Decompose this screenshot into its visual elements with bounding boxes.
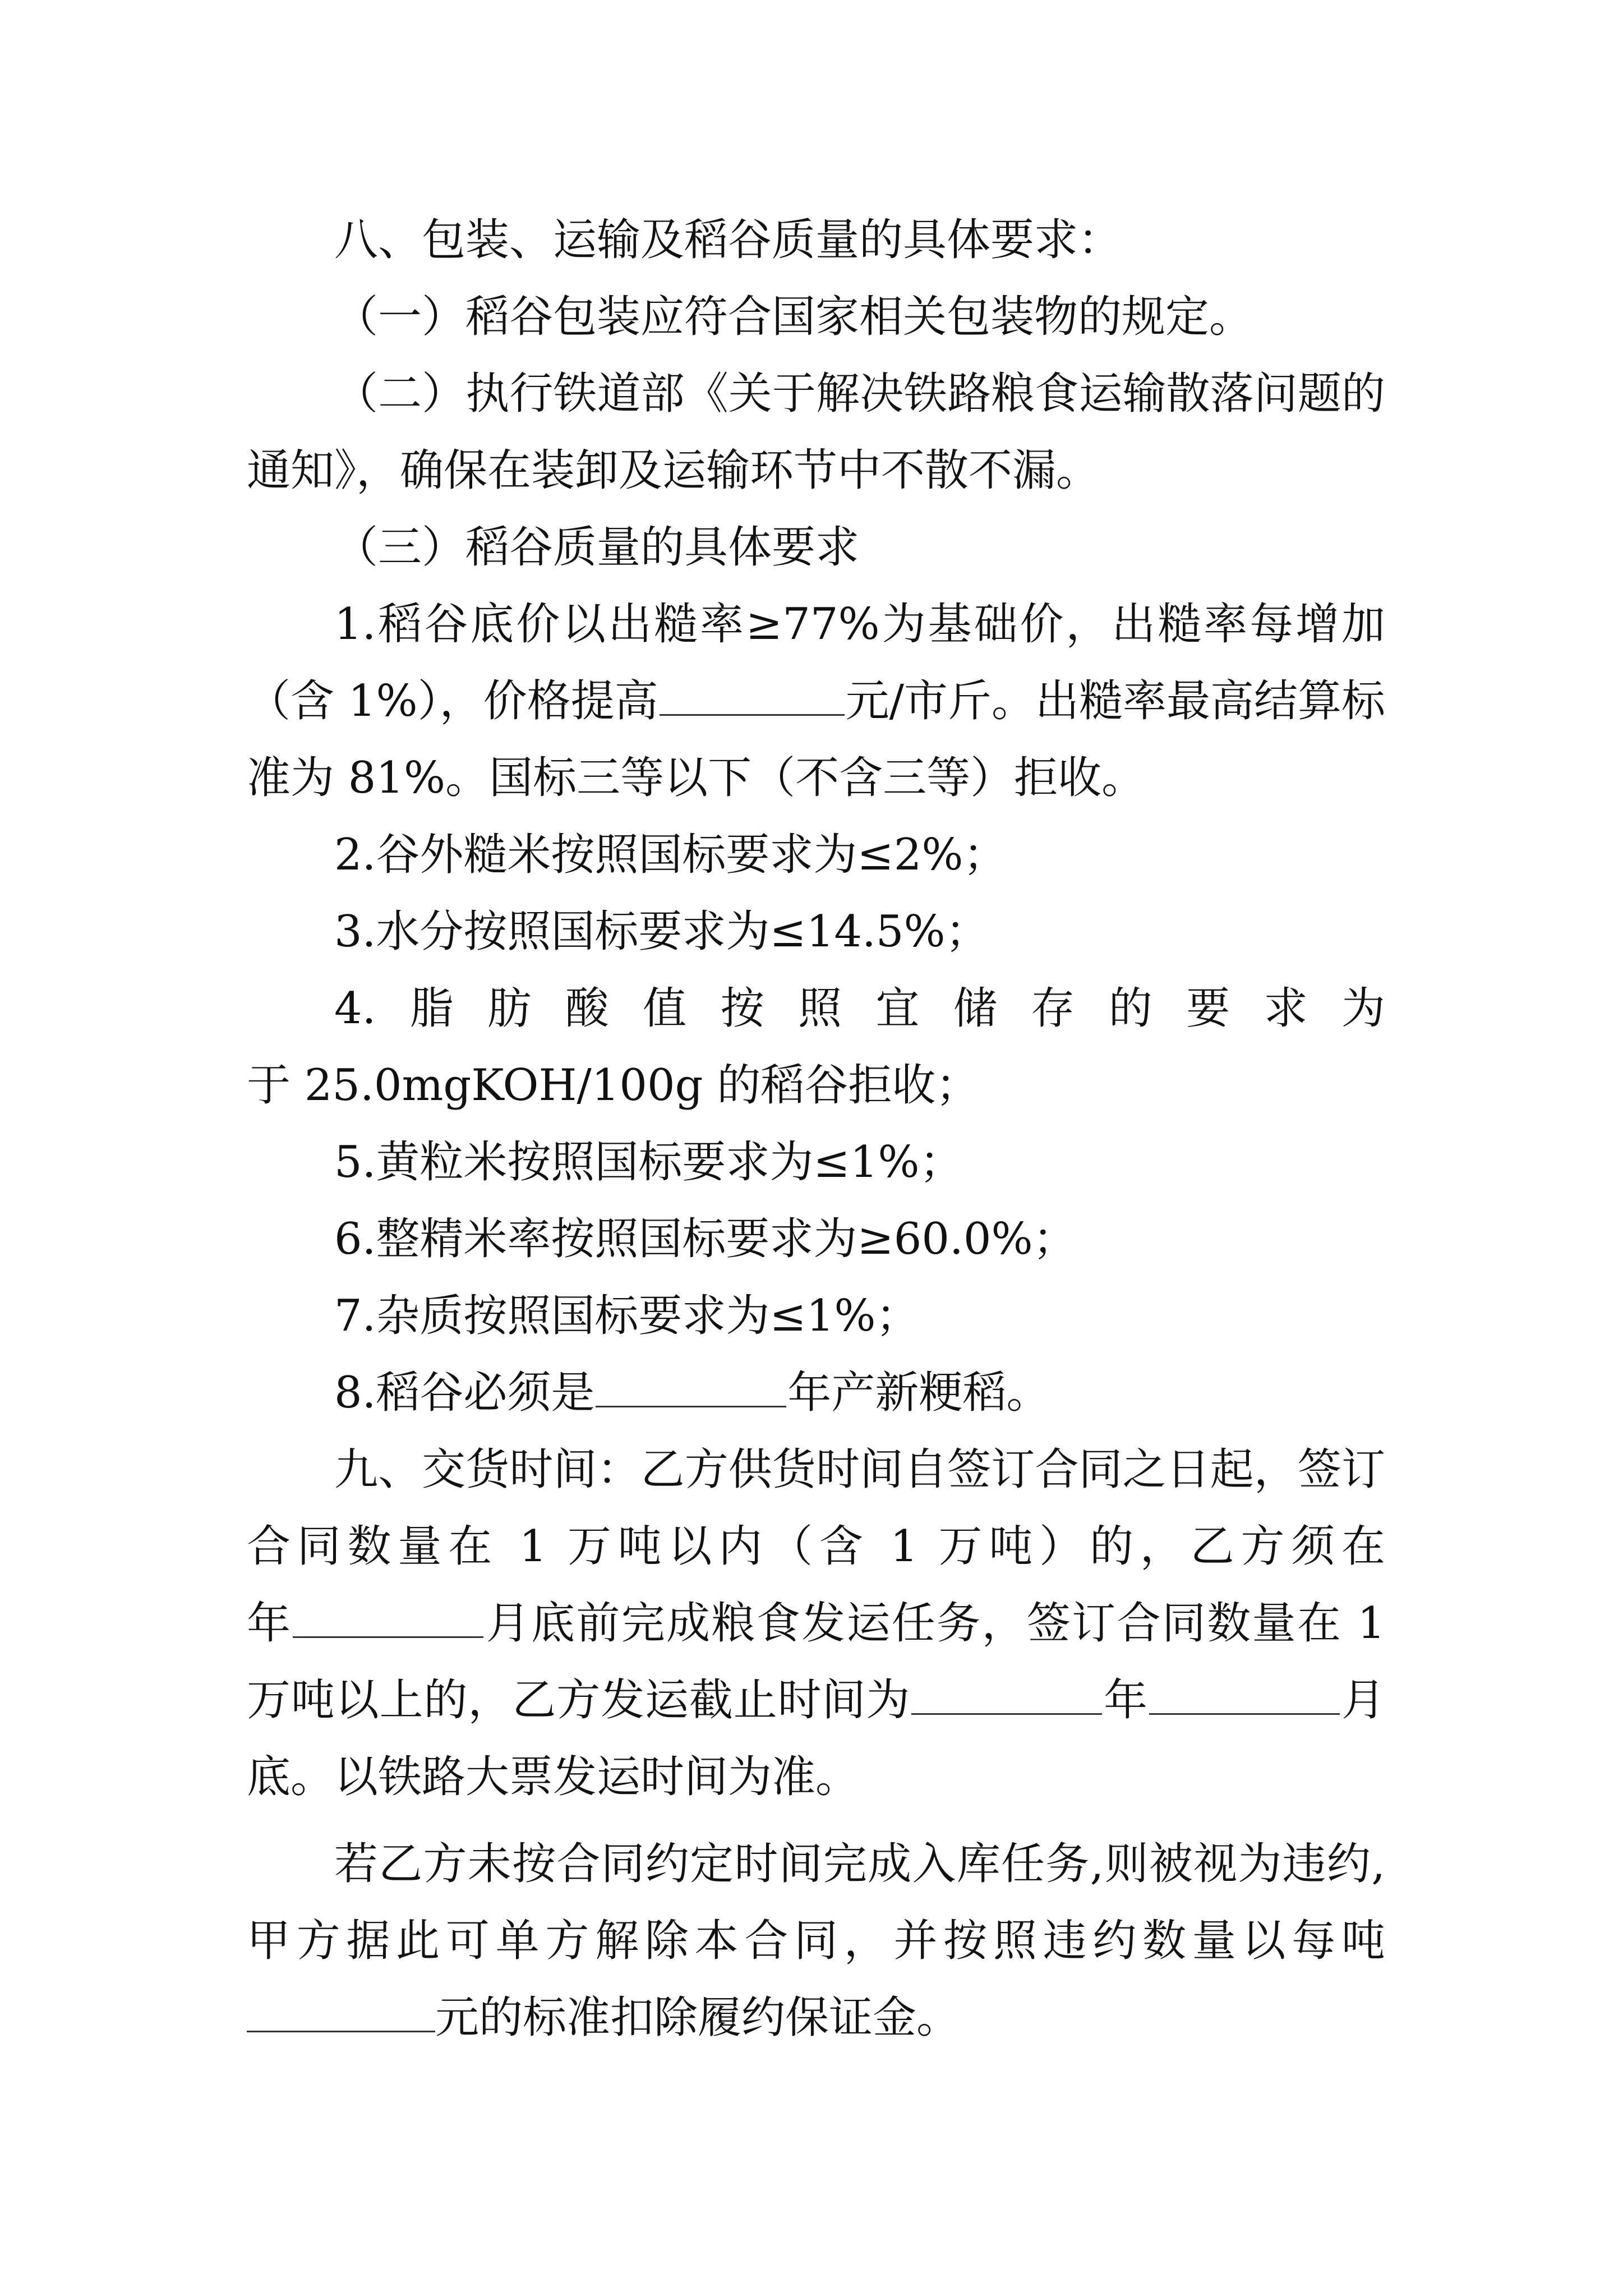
requirement-1-line-1 (247, 586, 1385, 663)
req-6-text: 6.整精米率按照国标要求为≥60.0%； (334, 1214, 1077, 1264)
breach-text-a: 若乙方未按合同约定时间完成入库任务,则被视为违约, (334, 1839, 1385, 1889)
penalty-amount-blank[interactable] (247, 1987, 435, 2032)
requirement-1-line-2 (247, 663, 1385, 740)
requirement-3 (247, 894, 1385, 970)
paragraph-8-2-line-2 (247, 432, 1385, 509)
crop-year-blank[interactable] (596, 1362, 786, 1407)
req-8-text-pre: 8.稻谷必须是 (334, 1368, 595, 1418)
requirement-8 (247, 1355, 1385, 1432)
breach-text-b: 甲方据此可单方解除本合同，并按照违约数量以每吨 (247, 1916, 1385, 1966)
req-1-text-a: 1.稻谷底价以出糙率≥77%为基础价，出糙率每增加 (334, 599, 1385, 650)
paragraph-8-1 (247, 279, 1385, 356)
section-9-line-3 (247, 1585, 1385, 1662)
req-1-text-b-pre: （含 1%），价格提高 (247, 676, 658, 726)
section-9-text-c-post: 月底前完成粮食发运任务，签订合同数量在 1 (485, 1598, 1385, 1649)
requirement-5 (247, 1124, 1385, 1201)
item-8-2-text-b: 通知》，确保在装卸及运输环节中不散不漏。 (247, 445, 1100, 496)
section-9-line-5 (247, 1739, 1385, 1816)
req-1-text-b-post: 元/市斤。出糙率最高结算标 (845, 676, 1385, 726)
breach-line-3 (247, 1980, 1385, 2056)
deadline-year-blank-2[interactable] (911, 1669, 1102, 1715)
requirement-7 (247, 1278, 1385, 1355)
item-8-3-text: （三）稻谷质量的具体要求 (334, 522, 860, 573)
section-9-line-4 (247, 1662, 1385, 1739)
requirement-4-line-1 (247, 970, 1385, 1047)
requirement-1-line-3 (247, 740, 1385, 817)
section-9-text-e: 底。以铁路大票发运时间为准。 (247, 1752, 860, 1802)
item-8-2-text-a: （二）执行铁道部《关于解决铁路粮食运输散落问题的 (334, 369, 1385, 419)
breach-line-1 (247, 1826, 1385, 1903)
section-9-text-d-post: 月 (1341, 1675, 1385, 1726)
breach-text-c-post: 元的标准扣除履约保证金。 (435, 1993, 961, 2043)
document-page (247, 202, 1385, 2056)
req-8-text-post: 年产新粳稻。 (787, 1368, 1050, 1418)
section-9-text-c-pre: 年 (247, 1598, 292, 1649)
section-9-text-b: 合同数量在 1 万吨以内（含 1 万吨）的，乙方须在 (247, 1521, 1385, 1572)
requirement-4-line-2 (247, 1047, 1385, 1124)
req-4-text-b: 于 25.0mgKOH/100g 的稻谷拒收； (247, 1060, 980, 1111)
section-9-line-1 (247, 1432, 1385, 1508)
section-heading-8 (247, 202, 1385, 279)
breach-line-2 (247, 1903, 1385, 1980)
requirement-6 (247, 1201, 1385, 1278)
req-1-text-c: 准为 81%。国标三等以下（不含三等）拒收。 (247, 753, 1146, 803)
paragraph-8-2-line-1 (247, 356, 1385, 432)
section-9-line-2 (247, 1508, 1385, 1585)
deadline-month-blank-2[interactable] (1149, 1669, 1340, 1715)
paragraph-8-3 (247, 509, 1385, 586)
req-4-text-a: 4.脂肪酸值按照宜储存的要求为 (334, 983, 1385, 1034)
section-9-text-d-mid: 年 (1103, 1675, 1149, 1726)
section-9-text-d-pre: 万吨以上的，乙方发运截止时间为 (247, 1675, 911, 1726)
deadline-month-blank-1[interactable] (293, 1593, 483, 1638)
req-7-text: 7.杂质按照国标要求为≤1%； (334, 1291, 920, 1341)
item-8-1-text: （一）稻谷包装应符合国家相关包装物的规定。 (334, 292, 1253, 342)
req-3-text: 3.水分按照国标要求为≤14.5%； (334, 907, 989, 957)
price-increase-blank[interactable] (660, 670, 845, 716)
requirement-2 (247, 817, 1385, 894)
section-9-text-a: 九、交货时间：乙方供货时间自签订合同之日起，签订 (334, 1444, 1385, 1495)
req-5-text: 5.黄粒米按照国标要求为≤1%； (334, 1137, 963, 1188)
req-2-text: 2.谷外糙米按照国标要求为≤2%； (334, 830, 1007, 880)
heading-8-text: 八、包装、运输及稻谷质量的具体要求： (334, 215, 1122, 265)
